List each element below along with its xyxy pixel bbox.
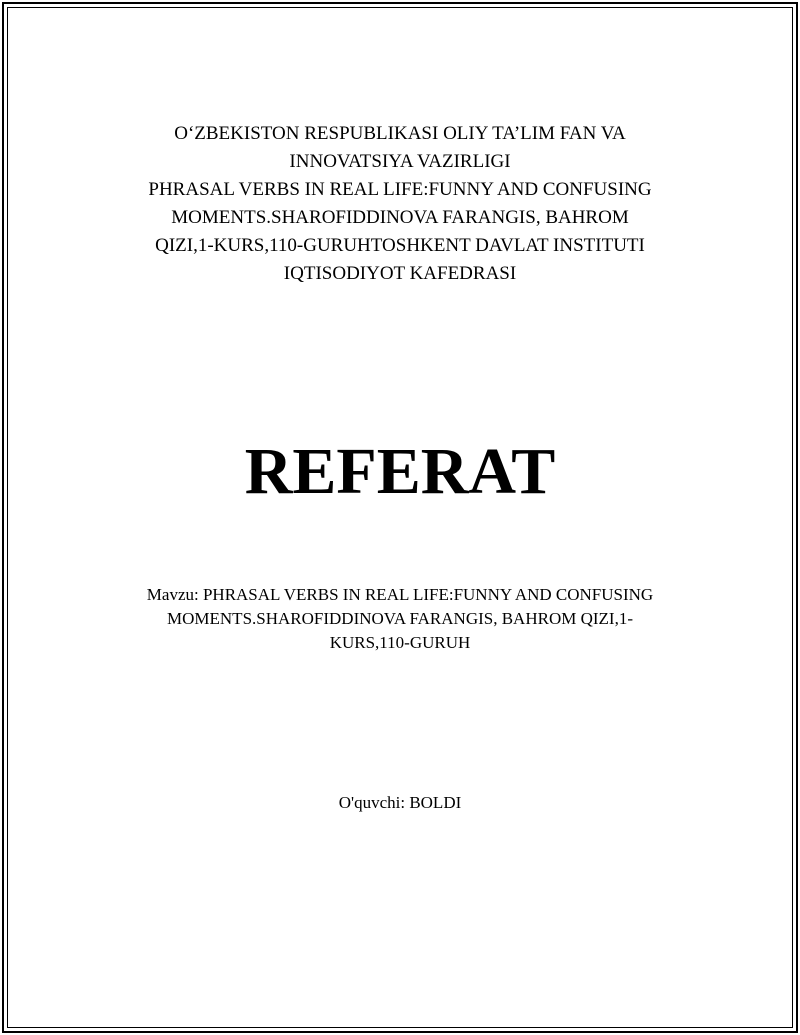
header-line: MOMENTS.SHAROFIDDINOVA FARANGIS, BAHROM	[171, 207, 629, 228]
institution-header	[100, 120, 700, 288]
topic-block	[100, 583, 700, 655]
student-name: O'quvchi: BOLDI	[338, 793, 462, 812]
header-line: PHRASAL VERBS IN REAL LIFE:FUNNY AND CONFUSING	[148, 179, 652, 200]
topic-line: KURS,110-GURUH	[329, 633, 471, 652]
document-title: REFERAT	[244, 435, 556, 508]
header-line: INNOVATSIYA VAZIRLIGI	[289, 151, 511, 172]
header-line: O‘ZBEKISTON RESPUBLIKASI OLIY TA’LIM FAN VA	[174, 123, 626, 144]
header-line: IQTISODIYOT KAFEDRASI	[283, 263, 517, 284]
topic-line: MOMENTS.SHAROFIDDINOVA FARANGIS, BAHROM QIZI,1-	[167, 609, 633, 628]
header-line: QIZI,1-KURS,110-GURUHTOSHKENT DAVLAT INSTITUTI	[155, 235, 645, 256]
topic-line: Mavzu: PHRASAL VERBS IN REAL LIFE:FUNNY AND CONFUSING	[146, 585, 654, 604]
